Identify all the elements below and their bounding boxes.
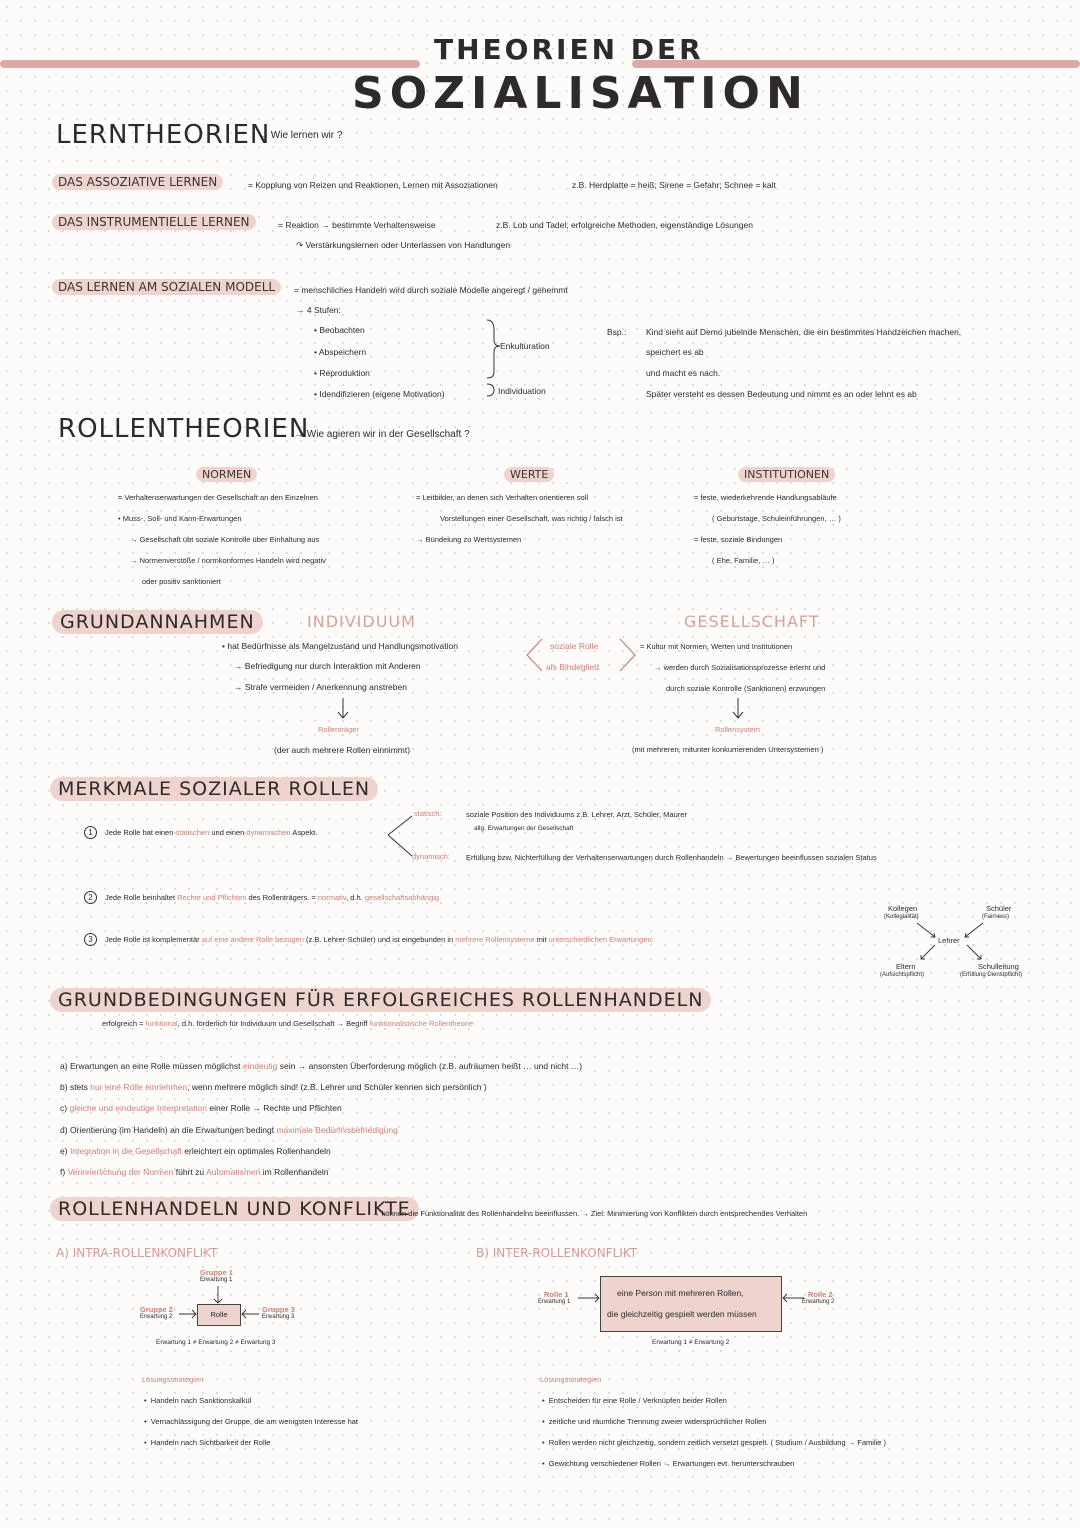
instr-note: ↷ Verstärkungslernen oder Unterlassen von Handlungen [296, 240, 511, 250]
inter-box-line-2: die gleichzeitig gespielt werden müssen [607, 1309, 757, 1319]
inst-line-4: ( Ehe, Familie, … ) [712, 556, 775, 565]
statisch-label: statisch: [414, 809, 442, 818]
institutionen-label: INSTITUTIONEN [738, 467, 835, 482]
indiv-line-2: → Befriedigung nur durch Interaktion mit Anderen [234, 661, 421, 671]
bindeglied-line-2: als Bindeglied [546, 662, 599, 672]
statisch-text: soziale Position des Individuums z.B. Lehrer, Arzt, Schüler, Maurer [466, 810, 687, 819]
ges-line-3: durch soziale Kontrolle (Sanktionen) erzwungen [666, 684, 826, 693]
statisch-sub: allg. Erwartungen der Gesellschaft [474, 825, 574, 832]
intra-g1: Gruppe 1 [200, 1268, 233, 1277]
bsp-line-4: Später versteht es dessen Bedeutung und nimmt es an oder lehnt es ab [646, 389, 917, 399]
diag-center: Lehrer [938, 936, 960, 945]
instr-label: DAS INSTRUMENTIELLE LERNEN [52, 214, 256, 230]
intra-e2: Erwartung 2 [140, 1314, 173, 1320]
inter-formula: Erwartung 1 ≠ Erwartung 2 [652, 1339, 730, 1346]
intra-arrow-top [212, 1285, 224, 1305]
title-line-2: SOZIALISATION [352, 68, 809, 119]
rollentraeger: Rollenträger [318, 725, 359, 734]
grund-heading: GRUNDANNAHMEN [52, 610, 263, 634]
lern-question: → Wie lernen wir ? [258, 130, 343, 141]
m2-number: 2 [84, 891, 97, 904]
bed-c: c) gleiche und eindeutige Interpretation einer Rolle → Rechte und Pflichten [60, 1103, 342, 1113]
intra-g2: Gruppe 2 [140, 1305, 173, 1314]
konflikte-heading: ROLLENHANDELN UND KONFLIKTE [50, 1197, 419, 1221]
title-rule-left [0, 60, 420, 68]
diag-arrows [905, 918, 995, 964]
indiv-arrow [336, 697, 350, 721]
konflikte-text: → können die Funktionalität des Rollenhandelns beeinflussen. → Ziel: Minimierung von Konflikten durch entsprechendes Verhalten [372, 1209, 808, 1218]
instr-example: z.B. Lob und Tadel; erfolgreiche Methoden, eigenständige Lösungen [496, 220, 753, 230]
normen-line-2: • Muss-, Soll- und Kann-Erwartungen [118, 514, 242, 523]
inst-line-3: = feste, soziale Bindungen [694, 535, 783, 544]
intra-rolle-box [197, 1304, 241, 1326]
bed-intro: erfolgreich = funktional, d.h. förderlich für Individuum und Gesellschaft → Begriff funktionalistische Rollentheorie [102, 1019, 474, 1028]
individuation: Individuation [498, 386, 546, 396]
diag-br-sub: (Erfüllung Dienstpflicht) [960, 972, 1023, 978]
werte-line-3: → Bündelung zu Wertsystemen [416, 535, 522, 544]
instr-text: = Reaktion → bestimmte Verhaltensweise [278, 220, 436, 230]
indiv-note: (der auch mehrere Rollen einnimmt) [274, 745, 411, 755]
inter-item-4: • Gewichtung verschiedener Rollen → Erwartungen evt. herunterschrauben [542, 1459, 795, 1468]
diag-bl: Eltern [896, 962, 916, 971]
intra-item-2: • Vernachlässigung der Gruppe, die am wenigsten Interesse hat [144, 1417, 359, 1426]
bed-f: f) Verinnerlichung der Normen führt zu Automatismen im Rollenhandeln [60, 1167, 329, 1177]
bed-e: e) Integration in die Gesellschaft erleichtert ein optimales Rollenhandeln [60, 1146, 331, 1156]
individuum-label: INDIVIDUUM [307, 612, 416, 631]
m2-row: 2 Jede Rolle beinhaltet Rechte und Pflichten des Rollenträgers. = normativ, d.h. gesellschaftsabhängig [84, 891, 439, 904]
stufe-2: • Abspeichern [314, 347, 367, 357]
indiv-line-1: • hat Bedürfnisse als Mangelzustand und Handlungsmotivation [222, 641, 458, 651]
bsp-line-2: speichert es ab [646, 347, 704, 357]
ges-note: (mit mehreren, mitunter konkurrierenden Untersystemen ) [632, 745, 824, 754]
sozial-label: DAS LERNEN AM SOZIALEN MODELL [52, 279, 281, 295]
diag-br: Schulleitung [978, 962, 1019, 971]
inter-r1: Rolle 1 [544, 1290, 569, 1299]
bed-d: d) Orientierung (im Handeln) an die Erwartungen bedingt maximale Bedürfnisbefriedigung [60, 1125, 398, 1135]
werte-line-1: = Leitbilder, an denen sich Verhalten orientieren soll [416, 493, 588, 502]
ges-line-2: → werden durch Sozialisationsprozesse erlernt und [654, 663, 826, 672]
assoz-example: z.B. Herdplatte = heiß; Sirene = Gefahr; Schnee = kalt [572, 180, 776, 190]
inter-item-1: • Entscheiden für eine Rolle / Verknüpfen beider Rollen [542, 1396, 727, 1405]
sozial-text: = menschliches Handeln wird durch soziale Modelle angeregt / gehemmt [294, 285, 568, 295]
dynamisch-label: dynamisch: [412, 852, 450, 861]
ges-arrow [731, 697, 745, 721]
diag-bl-sub: (Aufsichtspflicht) [880, 972, 925, 978]
stufe-3: • Reproduktion [314, 368, 370, 378]
bsp-line-3: und macht es nach. [646, 368, 721, 378]
inter-e2: Erwartung 2 [802, 1299, 835, 1305]
werte-line-2: Vorstellungen einer Gesellschaft, was richtig / falsch ist [440, 514, 623, 523]
intra-item-1: • Handeln nach Sanktionskalkül [144, 1396, 252, 1405]
bindeglied-line-1: soziale Rolle [550, 641, 599, 651]
dynamisch-text: Erfüllung bzw. Nichterfüllung der Verhaltenserwartungen durch Rollenhandeln → Bewertungen beeinflussen sozialen Status [466, 853, 877, 862]
diag-tl-sub: (Kollegialität) [884, 914, 919, 920]
indiv-line-3: → Strafe vermeiden / Anerkennung anstreben [234, 682, 407, 692]
diag-tr-sub: (Fairness) [982, 914, 1010, 920]
inst-line-1: = feste, wiederkehrende Handlungsabläufe [694, 493, 837, 502]
inter-box-line-1: eine Person mit mehreren Rollen, [617, 1288, 744, 1298]
bed-b: b) stets nur eine Rolle einnehmen, wenn mehrere möglich sind! (z.B. Lehrer und Schüler kennen sich persönlich ) [60, 1082, 487, 1092]
normen-line-1: = Verhaltenserwartungen der Gesellschaft an den Einzelnen [118, 493, 318, 502]
rollensystem: Rollensystem [715, 725, 761, 734]
intra-item-3: • Handeln nach Sichtbarkeit der Rolle [144, 1438, 271, 1447]
m3-row: 3 Jede Rolle ist komplementär auf eine andere Rolle bezogen (z.B. Lehrer-Schüler) und ist eingebunden in mehrere Rollensysteme mit unterschiedlichen Erwartungen: [84, 933, 654, 946]
m1-row: 1 Jede Rolle hat einen statischen und einen dynamischen Aspekt. [84, 826, 317, 839]
intra-arrow-right [240, 1308, 260, 1320]
merkmale-heading: MERKMALE SOZIALER ROLLEN [50, 777, 378, 801]
rollen-question: → Wie agieren wir in der Gesellschaft ? [294, 429, 470, 440]
inter-e1: Erwartung 1 [538, 1299, 571, 1305]
intra-rolle: Rolle [210, 1310, 228, 1319]
enkulturation: Enkulturation [500, 341, 550, 351]
inter-label: B) INTER-ROLLENKONFLIKT [476, 1246, 638, 1260]
inst-line-2: ( Geburtstage, Schuleinführungen, … ) [712, 514, 841, 523]
title-line-1: THEORIEN DER [434, 33, 704, 66]
assoz-label: DAS ASSOZIATIVE LERNEN [52, 174, 223, 190]
inter-r2: Rolle 2 [808, 1290, 833, 1299]
inter-arrow-left [577, 1292, 601, 1304]
bed-a: a) Erwartungen an eine Rolle müssen möglichst eindeutig sein → ansonsten Überforderung möglich (z.B. aufräumen heißt … und nicht …) [60, 1061, 583, 1071]
stufe-1: • Beobachten [314, 325, 365, 335]
inter-loes: Lösungsstrategien [540, 1375, 602, 1384]
normen-line-4: → Normenverstöße / normkonformes Handeln wird negativ [130, 556, 326, 565]
inter-item-2: • zeitliche und räumliche Trennung zweier widersprüchlicher Rollen [542, 1417, 767, 1426]
sozial-stufen-label: → 4 Stufen: [296, 305, 341, 315]
bsp-line-1: Kind sieht auf Demo jubelnde Menschen, die ein bestimmtes Handzeichen machen, [646, 327, 962, 337]
assoz-text: = Kopplung von Reizen und Reaktionen, Lernen mit Assoziationen [248, 180, 498, 190]
intra-formula: Erwartung 1 ≠ Erwartung 2 ≠ Erwartung 3 [156, 1339, 276, 1346]
bsp-label: Bsp.: [607, 327, 627, 337]
gesellschaft-label: GESELLSCHAFT [684, 612, 820, 631]
intra-g3: Gruppe 3 [262, 1305, 295, 1314]
normen-label: NORMEN [196, 467, 257, 482]
lern-heading: LERNTHEORIEN [56, 120, 271, 150]
m1-number: 1 [84, 826, 97, 839]
inter-person-box [600, 1276, 782, 1332]
ges-line-1: = Kultur mit Normen, Werten und Institutionen [640, 642, 793, 651]
m3-number: 3 [84, 933, 97, 946]
werte-label: WERTE [504, 467, 554, 482]
intra-label: A) INTRA-ROLLENKONFLIKT [56, 1246, 218, 1260]
stufe-4: • Idendifizieren (eigene Motivation) [314, 389, 445, 399]
intra-arrow-left [178, 1308, 198, 1320]
intra-e3: Erwartung 3 [262, 1314, 295, 1320]
normen-line-3: → Gesellschaft übt soziale Kontrolle über Einhaltung aus [130, 535, 320, 544]
bedingungen-heading: GRUNDBEDINGUNGEN FÜR ERFOLGREICHES ROLLENHANDELN [50, 988, 711, 1012]
intra-loes: Lösungsstrategien [142, 1375, 204, 1384]
diag-tr: Schüler [986, 904, 1012, 913]
rollen-heading: ROLLENTHEORIEN [58, 414, 310, 444]
intra-e1: Erwartung 1 [200, 1277, 233, 1283]
normen-line-5: oder positiv sanktioniert [142, 577, 221, 586]
inter-item-3: • Rollen werden nicht gleichzeitig, sondern zeitlich versetzt gespielt. ( Studium / Ausbildung → Familie ) [542, 1438, 887, 1447]
diag-tl: Kollegen [888, 904, 918, 913]
